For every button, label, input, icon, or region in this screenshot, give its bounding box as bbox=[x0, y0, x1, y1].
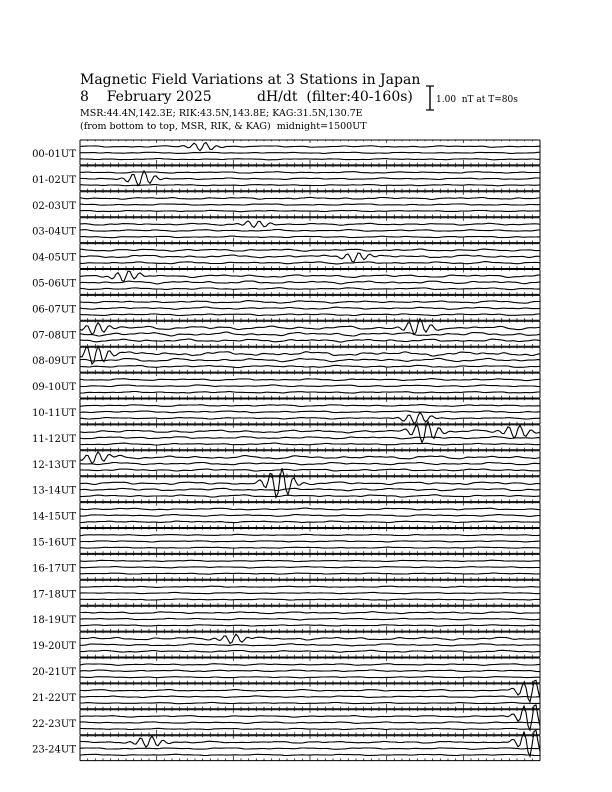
trace-RIK bbox=[80, 618, 540, 620]
station-coordinates: MSR:44.4N,142.3E; RIK:43.5N,143.8E; KAG:31.5N,130.7E bbox=[80, 108, 363, 119]
trace-RIK bbox=[80, 696, 540, 698]
chart-title: Magnetic Field Variations at 3 Stations in Japan bbox=[80, 72, 421, 88]
trace-MSR bbox=[80, 573, 540, 574]
hour-panel-01-02UT bbox=[32, 166, 540, 191]
hour-label: 00-01UT bbox=[32, 149, 76, 160]
trace-MSR bbox=[80, 677, 540, 678]
hour-label: 18-19UT bbox=[32, 615, 76, 627]
hour-panel-19-20UT bbox=[32, 632, 540, 657]
trace-KAG bbox=[80, 612, 540, 614]
hour-panel-20-21UT bbox=[32, 658, 540, 683]
trace-RIK bbox=[80, 488, 540, 491]
trace-RIK bbox=[80, 567, 540, 568]
trace-KAG bbox=[80, 301, 540, 304]
trace-RIK bbox=[80, 152, 540, 153]
hour-panel-22-23UT bbox=[32, 705, 540, 735]
hour-label: 10-11UT bbox=[32, 408, 76, 419]
hour-label: 05-06UT bbox=[32, 278, 76, 290]
trace-KAG bbox=[80, 143, 540, 151]
trace-MSR bbox=[80, 650, 540, 652]
hour-label: 15-16UT bbox=[32, 537, 76, 549]
trace-KAG bbox=[80, 560, 540, 561]
trace-KAG bbox=[80, 634, 540, 643]
trace-MSR bbox=[80, 392, 540, 394]
trace-MSR bbox=[80, 728, 540, 729]
trace-MSR bbox=[80, 210, 540, 211]
hour-label: 14-15UT bbox=[32, 511, 76, 523]
trace-RIK bbox=[80, 670, 540, 672]
hour-panel-05-06UT bbox=[32, 270, 540, 295]
hour-panel-17-18UT bbox=[32, 580, 540, 605]
trace-RIK bbox=[80, 515, 540, 517]
hour-label: 06-07UT bbox=[32, 304, 76, 316]
trace-RIK bbox=[80, 253, 540, 262]
hour-label: 17-18UT bbox=[32, 589, 76, 601]
hour-label: 09-10UT bbox=[32, 382, 76, 394]
trace-RIK bbox=[80, 541, 540, 542]
hour-label: 01-02UT bbox=[32, 174, 76, 186]
trace-MSR bbox=[80, 625, 540, 626]
hour-label: 13-14UT bbox=[32, 485, 76, 497]
trace-MSR bbox=[80, 702, 540, 703]
trace-MSR bbox=[80, 599, 540, 600]
trace-RIK bbox=[80, 644, 540, 646]
trace-KAG bbox=[80, 586, 540, 587]
hour-label: 19-20UT bbox=[32, 641, 76, 653]
hour-panel-12-13UT bbox=[32, 451, 540, 476]
trace-KAG bbox=[80, 172, 540, 173]
trace-RIK bbox=[80, 358, 540, 361]
trace-RIK bbox=[80, 463, 540, 465]
hour-panel-06-07UT bbox=[32, 295, 540, 320]
hour-panel-15-16UT bbox=[32, 529, 540, 554]
minute-ticks bbox=[80, 451, 540, 476]
station-order-note: (from bottom to top, MSR, RIK, & KAG) midnight=1500UT bbox=[80, 121, 367, 132]
hour-panel-07-08UT bbox=[32, 319, 540, 346]
hour-label: 08-09UT bbox=[32, 356, 76, 368]
trace-RIK bbox=[80, 722, 540, 724]
scale-bar-label: 1.00 nT at T=80s bbox=[436, 95, 518, 105]
chart-parameter: dH/dt (filter:40-160s) bbox=[257, 89, 413, 105]
hour-label: 11-12UT bbox=[32, 433, 76, 445]
hour-panel-04-05UT bbox=[32, 244, 540, 269]
trace-MSR bbox=[80, 236, 540, 238]
trace-MSR bbox=[80, 185, 540, 186]
hour-panel-21-22UT bbox=[32, 680, 540, 709]
trace-KAG bbox=[80, 379, 540, 381]
hour-panel-09-10UT bbox=[32, 373, 540, 398]
trace-KAG bbox=[80, 664, 540, 666]
hour-label: 02-03UT bbox=[32, 200, 76, 212]
trace-RIK bbox=[80, 411, 540, 413]
trace-RIK bbox=[80, 437, 540, 439]
hour-panel-10-11UT bbox=[32, 399, 540, 424]
trace-MSR bbox=[80, 547, 540, 548]
hour-label: 16-17UT bbox=[32, 563, 76, 575]
hour-panel-03-04UT bbox=[32, 218, 540, 243]
trace-RIK bbox=[80, 332, 540, 336]
trace-MSR bbox=[80, 754, 540, 755]
trace-MSR bbox=[80, 365, 540, 367]
hour-label: 20-21UT bbox=[32, 667, 76, 678]
hour-label: 03-04UT bbox=[32, 226, 76, 238]
hour-label: 07-08UT bbox=[32, 330, 76, 342]
trace-RIK bbox=[80, 748, 540, 749]
scale-bar bbox=[426, 86, 434, 110]
minute-ticks bbox=[80, 192, 540, 217]
hour-panel-00-01UT bbox=[32, 140, 540, 165]
trace-KAG bbox=[80, 197, 540, 199]
trace-RIK bbox=[80, 307, 540, 309]
trace-MSR bbox=[80, 159, 540, 160]
hour-label: 04-05UT bbox=[32, 252, 76, 264]
trace-MSR bbox=[80, 443, 540, 445]
trace-KAG bbox=[80, 249, 540, 251]
trace-KAG bbox=[80, 221, 540, 228]
hour-panel-13-14UT bbox=[32, 468, 540, 501]
trace-RIK bbox=[80, 230, 540, 232]
hour-label: 21-22UT bbox=[32, 692, 76, 704]
trace-RIK bbox=[80, 592, 540, 593]
hour-panel-02-03UT bbox=[32, 192, 540, 217]
chart-date: 8 February 2025 bbox=[80, 89, 212, 105]
trace-KAG bbox=[80, 534, 540, 535]
hour-label: 22-23UT bbox=[32, 718, 76, 730]
trace-MSR bbox=[80, 521, 540, 523]
trace-MSR bbox=[80, 288, 540, 290]
hour-panel-08-09UT bbox=[32, 346, 540, 372]
hour-panel-14-15UT bbox=[32, 503, 540, 528]
hour-panel-18-19UT bbox=[32, 606, 540, 631]
hour-label: 12-13UT bbox=[32, 459, 76, 471]
trace-RIK bbox=[80, 281, 540, 284]
hour-panel-16-17UT bbox=[32, 554, 540, 579]
trace-KAG bbox=[80, 271, 540, 281]
hour-label: 23-24UT bbox=[32, 744, 76, 756]
trace-KAG bbox=[80, 508, 540, 510]
trace-RIK bbox=[80, 204, 540, 205]
trace-RIK bbox=[80, 171, 540, 186]
hour-panel-11-12UT bbox=[32, 422, 540, 450]
trace-RIK bbox=[80, 385, 540, 387]
trace-KAG bbox=[80, 405, 540, 407]
